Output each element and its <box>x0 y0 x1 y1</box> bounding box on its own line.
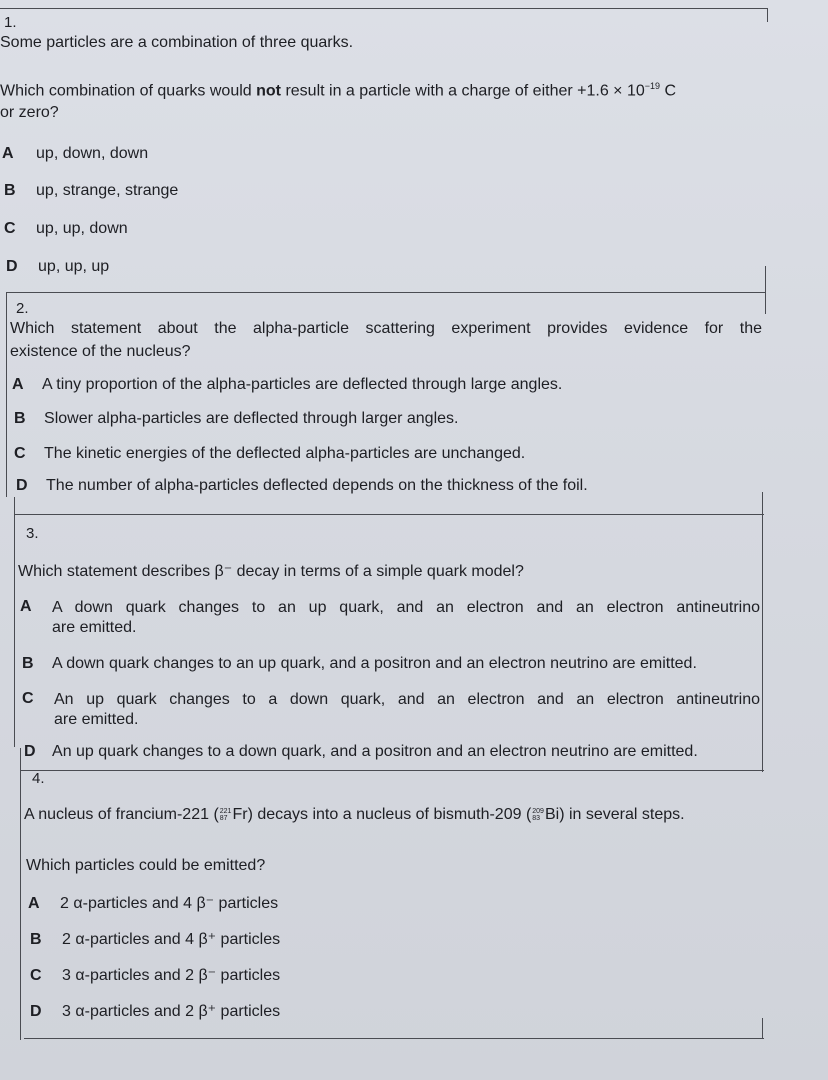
option-c[interactable] <box>4 219 128 239</box>
option-b[interactable] <box>30 930 280 950</box>
question-number: 3. <box>26 525 39 542</box>
element-symbol: Bi <box>544 806 560 823</box>
mass-number: 209 <box>532 807 544 815</box>
option-letter: D <box>24 743 36 760</box>
option-text-line2: are emitted. <box>54 711 139 728</box>
exponent: −19 <box>644 81 661 91</box>
q4-box-top <box>20 770 764 771</box>
option-text: The number of alpha-particles deflected depends on the thickness of the foil. <box>46 477 588 494</box>
option-b[interactable] <box>14 409 458 429</box>
atomic-number: 87 <box>219 814 228 822</box>
option-letter: C <box>22 690 34 707</box>
q3-box-top <box>14 514 764 515</box>
question-stem <box>24 804 685 825</box>
question-number: 4. <box>32 770 45 787</box>
option-letter: D <box>6 258 18 275</box>
atomic-number: 83 <box>532 814 541 822</box>
option-text: A down quark changes to an up quark, and an electron and an electron antineutrino <box>52 599 760 616</box>
option-text: 2 α-particles and 4 β⁺ particles <box>62 931 281 948</box>
stem-text: Which combination of quarks would <box>0 82 257 100</box>
option-d[interactable] <box>6 257 109 277</box>
option-d[interactable] <box>16 476 588 496</box>
q2-box-left <box>6 292 7 497</box>
option-text: A down quark changes to an up quark, and a positron and an electron neutrino are emitted. <box>52 655 697 672</box>
option-letter: C <box>4 220 16 237</box>
option-c[interactable] <box>30 966 280 986</box>
option-b[interactable] <box>22 654 697 674</box>
option-c[interactable] <box>14 444 525 464</box>
stem-text: A nucleus of francium-221 ( <box>24 806 219 823</box>
option-letter: B <box>22 655 34 672</box>
question-stem-line2: existence of the nucleus? <box>10 343 191 360</box>
frame-right-line <box>767 8 768 22</box>
francium-isotope-notation <box>220 808 232 822</box>
option-d[interactable] <box>30 1002 280 1022</box>
option-letter: C <box>14 445 26 462</box>
option-text: A tiny proportion of the alpha-particles are deflected through large angles. <box>42 376 563 393</box>
question-stem <box>0 76 676 101</box>
option-a[interactable] <box>20 598 760 638</box>
q3-box-right <box>762 492 763 772</box>
option-text: up, down, down <box>36 145 149 162</box>
question-prompt: Which particles could be emitted? <box>26 857 266 874</box>
option-text: 3 α-particles and 2 β⁻ particles <box>62 967 281 984</box>
option-a[interactable] <box>2 144 148 164</box>
option-text: up, up, up <box>38 258 110 275</box>
option-letter: A <box>20 598 32 615</box>
option-d[interactable] <box>24 742 698 762</box>
option-text: An up quark changes to a down quark, and a positron and an electron neutrino are emitted. <box>52 743 698 760</box>
question-number: 1. <box>4 14 17 31</box>
mass-number: 221 <box>219 807 232 815</box>
element-symbol: Fr <box>232 806 248 823</box>
question-stem: Which statement about the alpha-particle scattering experiment provides evidence for the <box>10 320 762 337</box>
stem-text: ) in several steps. <box>559 806 685 823</box>
option-b[interactable] <box>4 181 178 201</box>
option-letter: A <box>28 895 40 912</box>
stem-text: result in a particle with a charge of either +1.6 × 10 <box>281 82 645 100</box>
bismuth-isotope-notation <box>532 808 544 822</box>
option-text: Slower alpha-particles are deflected through larger angles. <box>44 410 459 427</box>
option-text: up, up, down <box>36 220 128 237</box>
frame-top-line <box>0 8 768 9</box>
question-intro: Some particles are a combination of three quarks. <box>0 34 354 51</box>
option-letter: D <box>30 1003 42 1020</box>
q4-box-bottom <box>24 1038 764 1039</box>
option-letter: B <box>14 410 26 427</box>
option-letter: A <box>12 376 24 393</box>
q4-box-right <box>762 1018 763 1038</box>
q3-box-left <box>14 497 15 747</box>
option-letter: B <box>30 931 42 948</box>
q2-box-top <box>6 292 766 293</box>
option-letter: A <box>2 145 14 162</box>
option-text: 2 α-particles and 4 β⁻ particles <box>60 895 279 912</box>
q4-box-left <box>20 748 21 1040</box>
stem-unit: C <box>660 82 677 100</box>
stem-emphasis: not <box>256 82 281 100</box>
option-a[interactable] <box>12 375 562 395</box>
option-text: The kinetic energies of the deflected alpha-particles are unchanged. <box>44 445 526 462</box>
q2-box-right <box>765 266 766 314</box>
option-text: up, strange, strange <box>36 182 179 199</box>
option-a[interactable] <box>28 894 278 914</box>
option-text: An up quark changes to a down quark, and an electron and an electron antineutrino <box>54 691 760 708</box>
option-c[interactable] <box>22 690 760 730</box>
option-text-line2: are emitted. <box>52 619 137 636</box>
question-number: 2. <box>16 300 29 317</box>
option-letter: D <box>16 477 28 494</box>
option-text: 3 α-particles and 2 β⁺ particles <box>62 1003 281 1020</box>
stem-text: ) decays into a nucleus of bismuth-209 ( <box>247 806 532 823</box>
question-stem: Which statement describes β⁻ decay in terms of a simple quark model? <box>18 563 524 580</box>
option-letter: C <box>30 967 42 984</box>
question-stem-line2: or zero? <box>0 104 59 121</box>
option-letter: B <box>4 182 16 199</box>
